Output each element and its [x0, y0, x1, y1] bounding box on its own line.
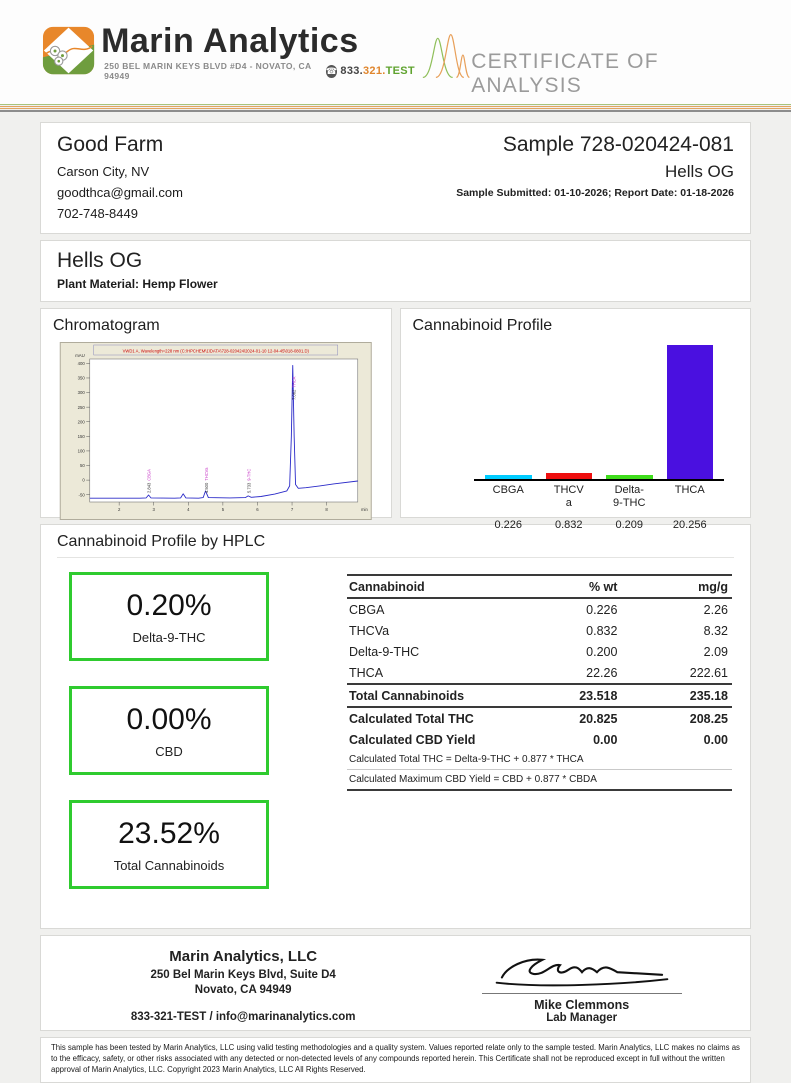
y-tick-label: 250 [77, 404, 85, 410]
footer-card [40, 935, 751, 1031]
sample-dates: Sample Submitted: 01-10-2026; Report Date: 01-18-2026 [456, 187, 734, 199]
table-row [347, 620, 732, 641]
cell-value: 222.61 [689, 665, 728, 680]
y-tick-label: 150 [77, 433, 85, 439]
x-tick-label: 3 [152, 507, 155, 512]
y-tick-label: -50 [78, 492, 85, 498]
bar-chart-bars [474, 343, 724, 481]
signature-block [429, 944, 734, 1024]
cell-name: THCVa [349, 623, 390, 638]
client-phone: 702-748-8449 [57, 206, 138, 221]
peak-label-thca: 7.062THCA [291, 376, 297, 400]
brand-address: 250 BEL MARIN KEYS BLVD #D4 - NOVATO, CA 94949 [104, 61, 312, 81]
sample-block [456, 133, 734, 221]
certificate-title: CERTIFICATE OF ANALYSIS [471, 50, 659, 97]
strain-name: Hells OG [57, 249, 143, 272]
lab-company: Marin Analytics, LLC [169, 948, 318, 965]
cell-value: 235.18 [643, 684, 732, 707]
result-value: 0.20% [126, 589, 212, 622]
cell-value: 23.518 [555, 684, 644, 707]
phone-icon: ☎ [325, 65, 338, 76]
col-header-cannabinoid: Cannabinoid [347, 575, 555, 598]
y-tick-label: 400 [77, 360, 85, 366]
lab-address-2: Novato, CA 94949 [194, 983, 292, 996]
result-box-total-cannabinoids [69, 800, 269, 889]
cell-value: 0.00 [593, 732, 618, 747]
hplc-table [347, 574, 732, 791]
phone-part-1: 833. [340, 65, 364, 77]
result-label: Total Cannabinoids [113, 858, 225, 873]
brand-block [42, 24, 471, 81]
bar-label-thca: THCA [674, 484, 705, 496]
cell-name: CBGA [349, 602, 385, 617]
result-box-cbd [69, 686, 269, 775]
result-value: 23.52% [118, 817, 220, 850]
y-axis-label: mAU [75, 353, 85, 358]
lab-address-1: 250 Bel Marin Keys Blvd, Suite D4 [150, 969, 336, 981]
result-label: CBD [155, 744, 183, 759]
cell-value: 20.825 [579, 711, 618, 726]
cell-value: 8.32 [703, 623, 728, 638]
marin-analytics-logo-icon [42, 24, 95, 77]
peak-label-cbga: 2.843CBGA [146, 469, 152, 493]
cannabinoid-profile-heading: Cannabinoid Profile [412, 317, 553, 334]
footnote-text: Calculated Maximum CBD Yield = CBD + 0.877 * CBDA [347, 770, 732, 791]
result-label: Delta-9-THC [132, 630, 206, 645]
hplc-table-column [347, 572, 734, 914]
peak-label-thcva: 4.500THCVa [203, 467, 209, 493]
calculated-row [347, 729, 732, 750]
brand-phone [340, 65, 415, 77]
total-cannabinoids-row [347, 684, 732, 707]
cell-name: THCA [349, 665, 384, 680]
bar-cbga [485, 475, 532, 479]
cell-value: 0.00 [703, 732, 728, 747]
header-divider [0, 104, 791, 112]
cannabinoid-profile-card [400, 308, 752, 532]
sample-id: Sample 728-020424-081 [502, 133, 734, 156]
bar-chart-labels [474, 481, 724, 509]
plant-material: Plant Material: Hemp Flower [57, 277, 218, 291]
brand-title: Marin Analytics [101, 22, 359, 60]
bar-label-cbga: CBGA [492, 484, 524, 496]
phone-part-3: TEST [385, 65, 415, 77]
bar-thca [667, 345, 714, 479]
chromatogram-card [40, 308, 392, 518]
x-tick-label: 6 [256, 507, 259, 512]
signature [482, 944, 682, 994]
table-header-row [347, 575, 732, 598]
bar-value-delta-9-thc: 0.209 [615, 519, 644, 532]
disclaimer-card [40, 1037, 751, 1083]
table-row [347, 641, 732, 662]
y-tick-label: 350 [77, 375, 85, 381]
result-boxes-column [57, 572, 347, 914]
table-row [347, 598, 732, 620]
client-name: Good Farm [57, 133, 164, 156]
y-tick-label: 300 [77, 390, 85, 396]
x-tick-label: 8 [325, 507, 328, 512]
cell-value: 2.09 [703, 644, 728, 659]
signer-title: Lab Manager [546, 1012, 618, 1024]
bar-thcva [546, 473, 593, 479]
client-sample-card [40, 122, 751, 234]
hplc-card [40, 524, 751, 929]
cell-name: Total Cannabinoids [347, 684, 555, 707]
calculated-row [347, 707, 732, 729]
y-tick-label: 200 [77, 419, 85, 425]
lab-contact: 833-321-TEST / info@marinanalytics.com [130, 1010, 356, 1023]
client-location: Carson City, NV [57, 164, 150, 179]
cell-name: Delta-9-THC [349, 644, 420, 659]
footnote-row [347, 770, 732, 791]
x-tick-label: 2 [117, 507, 121, 512]
cell-value: 0.832 [586, 623, 618, 638]
strain-card [40, 240, 751, 302]
hplc-heading: Cannabinoid Profile by HPLC [57, 533, 734, 558]
bar-label-thcva: THCV a [553, 484, 584, 509]
bar-delta-9-thc [606, 475, 653, 479]
cell-value: 22.26 [586, 665, 618, 680]
col-header-pct-wt: % wt [555, 575, 644, 598]
y-tick-label: 50 [79, 463, 85, 469]
x-axis-label: min [361, 507, 368, 512]
bar-value-cbga: 0.226 [494, 519, 523, 532]
x-tick-label: 7 [290, 507, 294, 512]
disclaimer-text: This sample has been tested by Marin Analytics, LLC using valid testing methodologies and a quality system. Values reported relate only to the sample tested. Marin Analytics, LLC makes no claims as to the efficacy, safety, or other risks associated with any detected or non-detected levels of any compounds reported herein. This Certificate shall not be reproduced except in full without the written approval of Marin Analytics, LLC. Copyright 2023 Marin Analytics, LLC All Rights Reserved. [51, 1043, 740, 1074]
result-box-delta-9-thc [69, 572, 269, 661]
x-tick-label: 4 [187, 507, 190, 512]
cell-name: Calculated Total THC [349, 711, 474, 726]
cell-value: 0.226 [586, 602, 618, 617]
bar-value-thcva: 0.832 [554, 519, 583, 532]
lab-info-block [57, 944, 429, 1024]
client-email: goodthca@gmail.com [57, 185, 183, 200]
chromatogram-plot [53, 342, 379, 520]
cell-name: Calculated CBD Yield [349, 732, 476, 747]
peak-label-9-thc: 5.7339-THC [246, 468, 252, 493]
chromatogram-title: VWD1 A, Wavelength=228 nm (C:\HPCHEM\1\DATA\728-020424\2024-01-10 12-04-45\018-0801.D) [122, 348, 309, 354]
phone-part-2: 321. [363, 65, 386, 77]
cell-value: 0.200 [586, 644, 618, 659]
bar-value-thca: 20.256 [672, 519, 707, 532]
x-tick-label: 5 [221, 507, 225, 512]
chromatogram-peaks-icon [421, 31, 471, 81]
chromatogram-heading: Chromatogram [53, 317, 160, 334]
report-header [0, 0, 791, 104]
bar-chart-values [474, 509, 724, 531]
footnote-text: Calculated Total THC = Delta-9-THC + 0.877 * THCA [347, 750, 732, 770]
col-header-mg-g: mg/g [643, 575, 732, 598]
signature-icon [487, 944, 677, 988]
bar-label-delta-9-thc: Delta- 9-THC [613, 484, 646, 509]
table-row [347, 662, 732, 684]
result-value: 0.00% [126, 703, 212, 736]
signer-name: Mike Clemmons [534, 998, 630, 1012]
cell-value: 2.26 [703, 602, 728, 617]
y-tick-label: 100 [77, 448, 85, 454]
sample-strain: Hells OG [665, 162, 734, 181]
footnote-row [347, 750, 732, 770]
cannabinoid-bar-chart [474, 343, 724, 531]
cell-value: 208.25 [689, 711, 728, 726]
y-tick-label: 0 [82, 477, 85, 483]
client-block [57, 133, 183, 221]
